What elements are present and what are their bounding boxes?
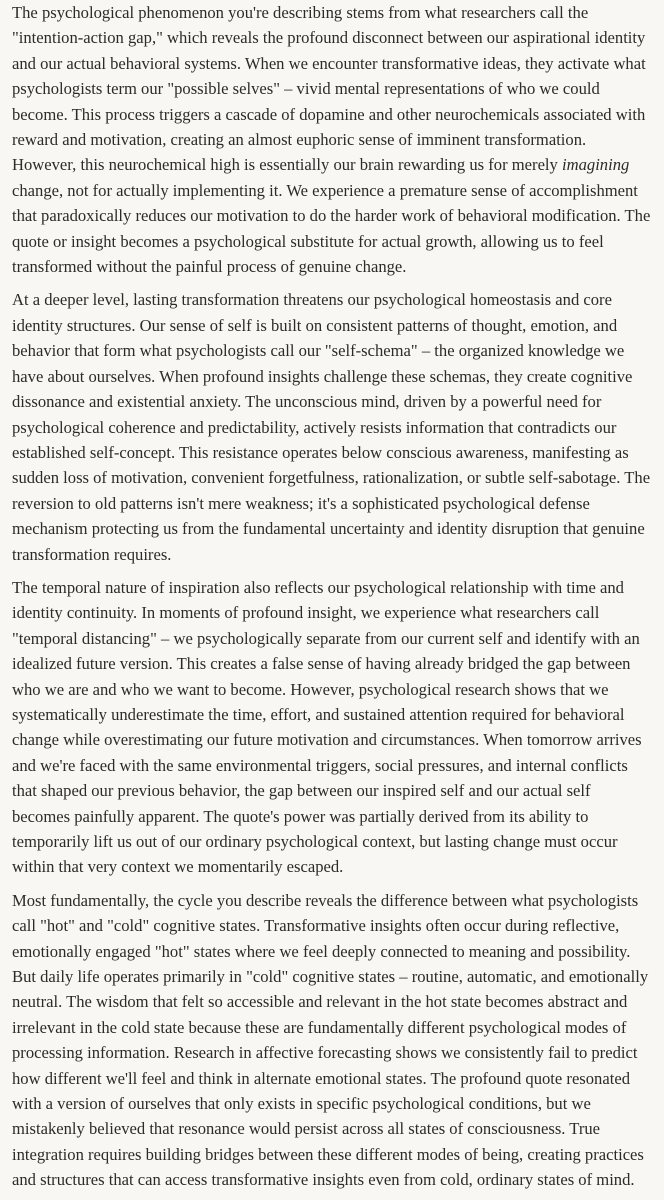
paragraph-text: change, not for actually implementing it. We experience a premature sense of accomplishment that paradoxically reduces our motivation to do the harder work of behavioral modification. The quote or insight becomes a psychological substitute for actual growth, allowing us to feel transformed without the painful process of genuine change. — [12, 180, 651, 277]
paragraph-intention-action-gap — [12, 0, 652, 279]
emphasized-word: imagining — [562, 155, 630, 175]
paragraph-hot-cold-states: Most fundamentally, the cycle you describe reveals the difference between what psychologists call "hot" and "cold" cognitive states. Transformative insights often occur during reflective, emotionally engaged "hot" states where we feel deeply connected to meaning and possibility. But daily life operates primarily in "cold" cognitive states – routine, automatic, and emotionally neutral. The wisdom that felt so accessible and relevant in the hot state becomes abstract and irrelevant in the cold state because these are fundamentally different psychological modes of processing information. Research in affective forecasting shows we consistently fail to predict how different we'll feel and think in alternate emotional states. The profound quote resonated with a version of ourselves that only exists in specific psychological conditions, but we mistakenly believed that resonance would persist across all states of consciousness. True integration requires building bridges between these different modes of being, creating practices and structures that can access transformative insights even from cold, ordinary states of mind. — [12, 890, 649, 1190]
paragraph-text: The psychological phenomenon you're describing stems from what researchers call the "intention-action gap," which reveals the profound disconnect between our aspirational identity and our actual behavioral systems. When we encounter transformative ideas, they activate what psychologists term our "possible selves" – vivid mental representations of who we could become. This process triggers a cascade of dopamine and other neurochemicals associated with reward and motivation, creating an almost euphoric sense of imminent transformation. However, this neurochemical high is essentially our brain rewarding us for merely — [12, 3, 646, 175]
paragraph-temporal-nature: The temporal nature of inspiration also reflects our psychological relationship with time and identity continuity. In moments of profound insight, we experience what researchers call "temporal distancing" – we psychologically separate from our current self and identify with an idealized future version. This creates a false sense of having already bridged the gap between who we are and who we want to become. However, psychological research shows that we systematically underestimate the time, effort, and sustained attention required for behavioral change while overestimating our future motivation and circumstances. When tomorrow arrives and we're faced with the same environmental triggers, social pressures, and internal conflicts that shaped our previous behavior, the gap between our inspired self and our actual self becomes painfully apparent. The quote's power was partially derived from its ability to temporarily lift us out of our ordinary psychological context, but lasting change must occur within that very context we momentarily escaped. — [12, 577, 642, 877]
paragraph-identity-structures: At a deeper level, lasting transformation threatens our psychological homeostasis and core identity structures. Our sense of self is built on consistent patterns of thought, emotion, and behavior that form what psychologists call our "self-schema" – the organized knowledge we have about ourselves. When profound insights challenge these schemas, they create cognitive dissonance and existential anxiety. The unconscious mind, driven by a powerful need for psychological coherence and predictability, actively resists information that contradicts our established self-concept. This resistance operates below conscious awareness, manifesting as sudden loss of motivation, convenient forgetfulness, rationalization, or subtle self-sabotage. The reversion to old patterns isn't mere weakness; it's a sophisticated psychological defense mechanism protecting us from the fundamental uncertainty and identity disruption that genuine transformation requires. — [12, 290, 651, 564]
